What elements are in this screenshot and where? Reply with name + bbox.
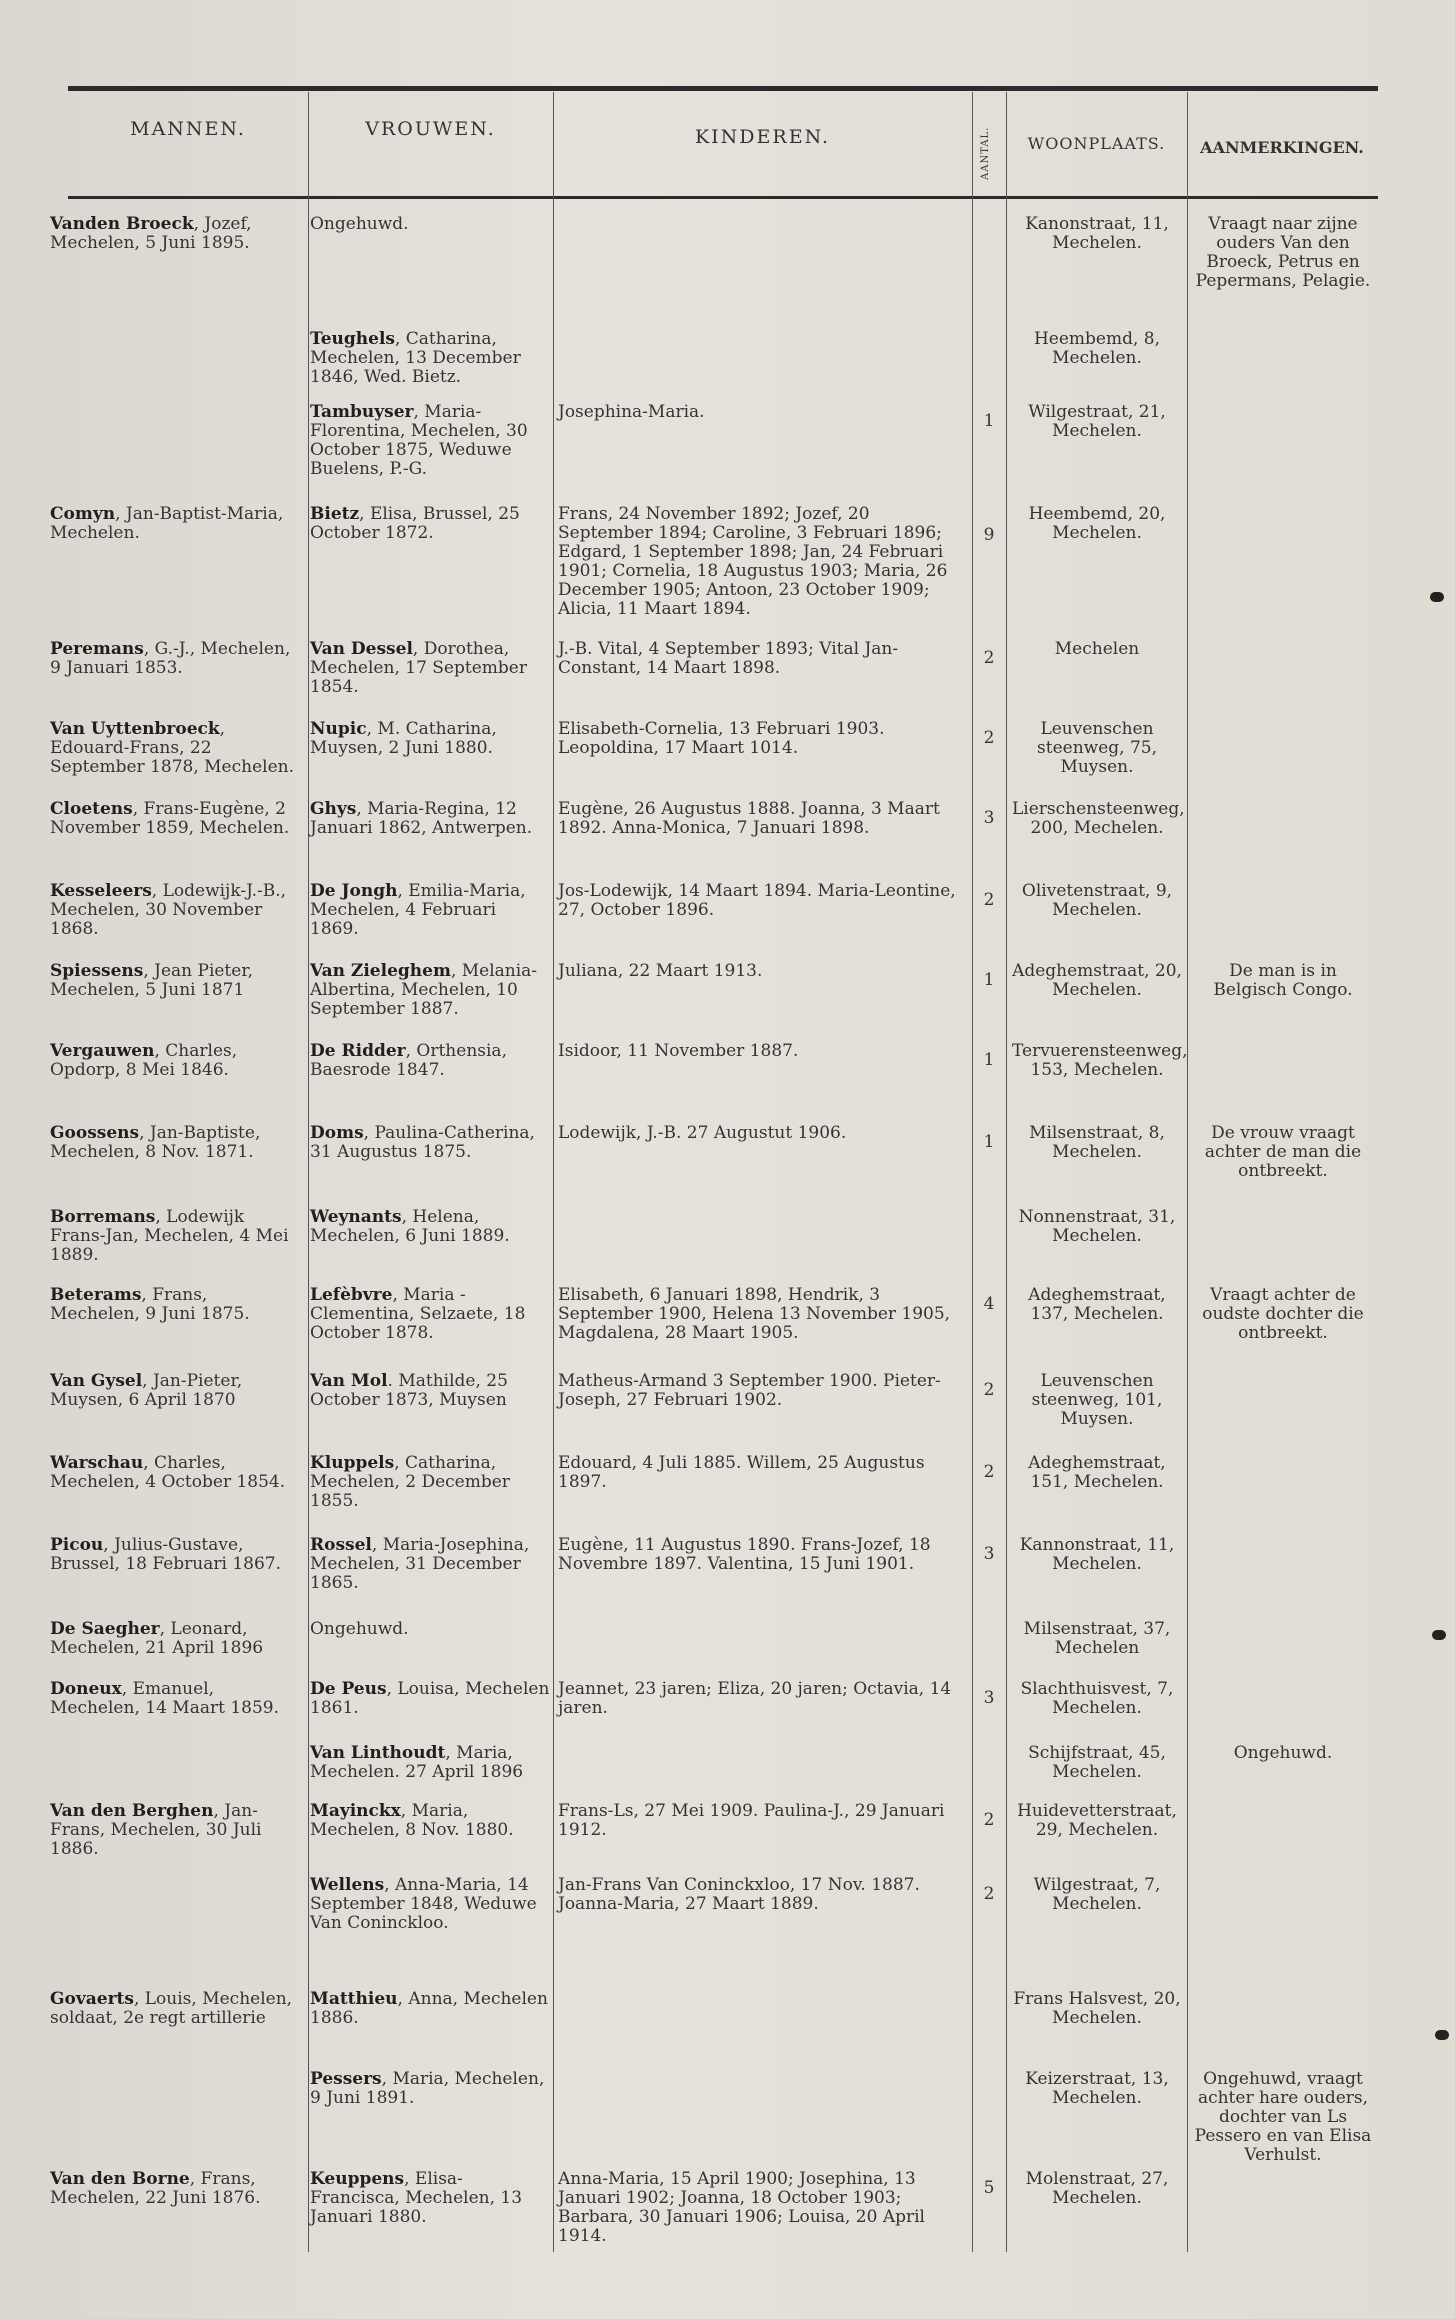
man-surname: Warschau [50,1453,144,1473]
entry-count: 3 [983,1688,995,1708]
entry-man: Spiessens, Jean Pieter, Mechelen, 5 Juni 1871 [50,961,253,1000]
entry-man: Van Gysel, Jan-Pieter, Muysen, 6 April 1870 [50,1371,243,1410]
entry-remark: Ongehuwd, vraagt achter hare ouders, dochter van Ls Pessero en van Elisa Verhulst. [1194,2069,1372,2165]
man-surname: Comyn [50,504,116,524]
entry-man: Van Uyttenbroeck, Edouard-Frans, 22 September 1878, Mechelen. [50,719,294,777]
entry-count: 3 [983,808,995,828]
entry-children: Elisabeth-Cornelia, 13 Februari 1903. Leopoldina, 17 Maart 1014. [558,719,885,758]
woman-surname: Weynants [310,1207,402,1227]
entry-count: 2 [983,728,995,748]
man-surname: Doneux [50,1679,122,1699]
woman-surname: Teughels [310,329,395,349]
man-surname: Govaerts [50,1989,134,2009]
entry-man: Borremans, Lodewijk Frans-Jan, Mechelen, 4 Mei 1889. [50,1207,289,1265]
woman-surname: De Peus [310,1679,387,1699]
column-divider [308,92,309,2252]
entry-woman: Teughels, Catharina, Mechelen, 13 December 1846, Wed. Bietz. [310,329,521,387]
entry-count: 9 [983,525,995,545]
entry-children: Frans-Ls, 27 Mei 1909. Paulina-J., 29 Januari 1912. [558,1801,945,1840]
entry-woman: Doms, Paulina-Catherina, 31 Augustus 1875. [310,1123,535,1162]
man-surname: Van den Berghen [50,1801,214,1821]
header-mannen: MANNEN. [130,118,246,140]
entry-woman: De Jongh, Emilia-Maria, Mechelen, 4 Februari 1869. [310,881,526,939]
entry-residence: Leuvenschen steenweg, 101, Muysen. [1031,1371,1163,1429]
entry-children: Elisabeth, 6 Januari 1898, Hendrik, 3 September 1900, Helena 13 November 1905, Magdalena, 28 Maart 1905. [558,1285,951,1343]
entry-woman: Lefèbvre, Maria - Clementina, Selzaete, 18 October 1878. [310,1285,526,1343]
entry-residence: Adeghemstraat, 137, Mechelen. [1028,1285,1166,1324]
punch-hole [1435,2030,1449,2040]
entry-count: 4 [983,1294,995,1314]
man-surname: Kesseleers [50,881,152,901]
woman-surname: Kluppels [310,1453,395,1473]
entry-woman: Keuppens, Elisa-Francisca, Mechelen, 13 Januari 1880. [310,2169,523,2227]
man-surname: Vergauwen [50,1041,155,1061]
entry-woman: Ghys, Maria-Regina, 12 Januari 1862, Antwerpen. [310,799,533,838]
entry-woman: Kluppels, Catharina, Mechelen, 2 December 1855. [310,1453,510,1511]
entry-woman: Weynants, Helena, Mechelen, 6 Juni 1889. [310,1207,510,1246]
entry-man: Govaerts, Louis, Mechelen, soldaat, 2e regt artillerie [50,1989,293,2028]
entry-man: Doneux, Emanuel, Mechelen, 14 Maart 1859. [50,1679,279,1718]
entry-count: 2 [983,1810,995,1830]
header-kinderen: KINDEREN. [694,126,831,148]
entry-count: 5 [983,2178,995,2198]
entry-count: 2 [983,890,995,910]
entry-man: De Saegher, Leonard, Mechelen, 21 April 1896 [50,1619,264,1658]
entry-man: Peremans, G.-J., Mechelen, 9 Januari 1853. [50,639,291,678]
column-divider [553,92,554,2252]
entry-remark: Vraagt achter de oudste dochter die ontbreekt. [1202,1285,1364,1343]
entry-count: 1 [983,1132,995,1152]
entry-woman: De Peus, Louisa, Mechelen 1861. [310,1679,550,1718]
entry-count: 1 [983,1050,995,1070]
entry-children: J.-B. Vital, 4 September 1893; Vital Jan-Constant, 14 Maart 1898. [558,639,899,678]
entry-man: Picou, Julius-Gustave, Brussel, 18 Februari 1867. [50,1535,282,1574]
man-surname: Goossens [50,1123,140,1143]
entry-residence: Keizerstraat, 13, Mechelen. [1025,2069,1169,2108]
entry-children: Jos-Lodewijk, 14 Maart 1894. Maria-Leontine, 27, October 1896. [558,881,956,920]
entry-count: 2 [983,1380,995,1400]
entry-count: 2 [983,1884,995,1904]
entry-count: 1 [983,970,995,990]
column-divider [1187,92,1188,2252]
entry-residence: Nonnenstraat, 31, Mechelen. [1018,1207,1176,1246]
entry-residence: Wilgestraat, 7, Mechelen. [1033,1875,1161,1914]
entry-woman: Nupic, M. Catharina, Muysen, 2 Juni 1880. [310,719,497,758]
entry-woman: Wellens, Anna-Maria, 14 September 1848, Weduwe Van Coninckloo. [310,1875,537,1933]
entry-residence: Slachthuisvest, 7, Mechelen. [1020,1679,1174,1718]
header-aantal: AANTAL. [980,126,991,180]
entry-woman: Van Mol. Mathilde, 25 October 1873, Muysen [310,1371,508,1410]
entry-residence: Huidevetterstraat, 29, Mechelen. [1017,1801,1177,1840]
header-vrouwen: VROUWEN. [365,118,496,140]
entry-man: Warschau, Charles, Mechelen, 4 October 1854. [50,1453,286,1492]
entry-residence: Heembemd, 8, Mechelen. [1033,329,1161,368]
entry-children: Lodewijk, J.-B. 27 Augustut 1906. [558,1123,847,1143]
entry-children: Jan-Frans Van Coninckxloo, 17 Nov. 1887. Joanna-Maria, 27 Maart 1889. [558,1875,920,1914]
entry-man: Van den Berghen, Jan-Frans, Mechelen, 30 Juli 1886. [50,1801,262,1859]
woman-surname: Pessers [310,2069,382,2089]
entry-residence: Olivetenstraat, 9, Mechelen. [1021,881,1173,920]
entry-children: Josephina-Maria. [558,402,705,422]
entry-children: Isidoor, 11 November 1887. [558,1041,799,1061]
man-surname: Van den Borne [50,2169,190,2189]
man-surname: Vanden Broeck [50,214,194,234]
woman-surname: Van Mol [310,1371,388,1391]
woman-surname: De Ridder [310,1041,406,1061]
entry-remark: Ongehuwd. [1233,1743,1333,1763]
entry-children: Eugène, 26 Augustus 1888. Joanna, 3 Maart 1892. Anna-Monica, 7 Januari 1898. [558,799,940,838]
entry-man: Comyn, Jan-Baptist-Maria, Mechelen. [50,504,284,543]
entry-remark: Vraagt naar zijne ouders Van den Broeck, Petrus en Pepermans, Pelagie. [1195,214,1371,291]
entry-children: Edouard, 4 Juli 1885. Willem, 25 Augustus 1897. [558,1453,925,1492]
entry-residence: Kanonstraat, 11, Mechelen. [1025,214,1169,253]
woman-surname: Lefèbvre [310,1285,393,1305]
woman-surname: Nupic [310,719,367,739]
entry-residence: Heembemd, 20, Mechelen. [1028,504,1166,543]
woman-surname: Matthieu [310,1989,398,2009]
entry-woman: Tambuyser, Maria-Florentina, Mechelen, 30 October 1875, Weduwe Buelens, P.-G. [310,402,528,479]
entry-woman: Van Linthoudt, Maria, Mechelen. 27 April 1896 [310,1743,524,1782]
entry-woman: De Ridder, Orthensia, Baesrode 1847. [310,1041,507,1080]
entry-residence: Lierschensteenweg, 200, Mechelen. [1012,799,1185,838]
header-aanmerkingen: AANMERKINGEN. [1200,138,1364,157]
man-surname: Van Uyttenbroeck [50,719,220,739]
entry-woman: Van Zieleghem, Melania-Albertina, Mechelen, 10 September 1887. [310,961,538,1019]
entry-man: Vanden Broeck, Jozef, Mechelen, 5 Juni 1895. [50,214,252,253]
entry-children: Juliana, 22 Maart 1913. [558,961,763,981]
man-surname: Van Gysel [50,1371,143,1391]
entry-residence: Wilgestraat, 21, Mechelen. [1028,402,1166,441]
punch-hole [1432,1630,1446,1640]
woman-surname: Rossel [310,1535,372,1555]
entry-man: Beterams, Frans, Mechelen, 9 Juni 1875. [50,1285,250,1324]
entry-remark: De vrouw vraagt achter de man die ontbreekt. [1204,1123,1362,1181]
entry-count: 2 [983,648,995,668]
entry-residence: Leuvenschen steenweg, 75, Muysen. [1037,719,1157,777]
woman-surname: De Jongh [310,881,398,901]
entry-man: Kesseleers, Lodewijk-J.-B., Mechelen, 30 November 1868. [50,881,287,939]
entry-woman: Mayinckx, Maria, Mechelen, 8 Nov. 1880. [310,1801,514,1840]
woman-surname: Mayinckx [310,1801,401,1821]
man-surname: Spiessens [50,961,144,981]
entry-children: Matheus-Armand 3 September 1900. Pieter-Joseph, 27 Februari 1902. [558,1371,941,1410]
entry-residence: Tervuerensteenweg, 153, Mechelen. [1012,1041,1188,1080]
entry-residence: Adeghemstraat, 151, Mechelen. [1028,1453,1166,1492]
entry-children: Anna-Maria, 15 April 1900; Josephina, 13 Januari 1902; Joanna, 18 October 1903; Barbara, 30 Januari 1906; Louisa, 20 April 1914. [558,2169,925,2246]
entry-residence: Milsenstraat, 8, Mechelen. [1029,1123,1165,1162]
entry-count: 1 [983,411,995,431]
entry-residence: Schijfstraat, 45, Mechelen. [1028,1743,1166,1782]
entry-man: Van den Borne, Frans, Mechelen, 22 Juni 1876. [50,2169,261,2208]
man-surname: Beterams [50,1285,142,1305]
entry-woman: Van Dessel, Dorothea, Mechelen, 17 September 1854. [310,639,527,697]
header-woonplaats: WOONPLAATS. [1027,134,1166,153]
woman-surname: Tambuyser [310,402,414,422]
man-surname: Picou [50,1535,104,1555]
entry-children: Jeannet, 23 jaren; Eliza, 20 jaren; Octavia, 14 jaren. [558,1679,952,1718]
woman-surname: Doms [310,1123,364,1143]
top-rule [68,86,1378,91]
entry-woman: Ongehuwd. [310,214,409,234]
entry-count: 2 [983,1462,995,1482]
entry-woman: Bietz, Elisa, Brussel, 25 October 1872. [310,504,520,543]
entry-residence: Frans Halsvest, 20, Mechelen. [1013,1989,1181,2028]
woman-surname: Van Dessel [310,639,413,659]
column-divider [1006,92,1007,2252]
entry-count: 3 [983,1544,995,1564]
woman-surname: Ghys [310,799,357,819]
entry-man: Vergauwen, Charles, Opdorp, 8 Mei 1846. [50,1041,238,1080]
entry-man: Goossens, Jan-Baptiste, Mechelen, 8 Nov. 1871. [50,1123,261,1162]
man-surname: Peremans [50,639,144,659]
woman-surname: Van Linthoudt [310,1743,446,1763]
entry-residence: Adeghemstraat, 20, Mechelen. [1012,961,1182,1000]
entry-woman: Rossel, Maria-Josephina, Mechelen, 31 December 1865. [310,1535,530,1593]
header-rule [68,196,1378,199]
entry-residence: Milsenstraat, 37, Mechelen [1023,1619,1171,1658]
entry-woman: Matthieu, Anna, Mechelen 1886. [310,1989,548,2028]
man-surname: Borremans [50,1207,156,1227]
woman-surname: Bietz [310,504,360,524]
entry-residence: Mechelen [1054,639,1140,659]
woman-surname: Van Zieleghem [310,961,451,981]
entry-residence: Kannonstraat, 11, Mechelen. [1019,1535,1175,1574]
entry-woman: Pessers, Maria, Mechelen, 9 Juni 1891. [310,2069,545,2108]
entry-woman: Ongehuwd. [310,1619,409,1639]
entry-remark: De man is in Belgisch Congo. [1213,961,1353,1000]
man-surname: De Saegher [50,1619,160,1639]
entry-children: Eugène, 11 Augustus 1890. Frans-Jozef, 18 Novembre 1897. Valentina, 15 Juni 1901. [558,1535,931,1574]
entry-children: Frans, 24 November 1892; Jozef, 20 September 1894; Caroline, 3 Februari 1896; Edgard, 1 September 1898; Jan, 24 Februari 1901; Cornelia, 18 Augustus 1903; Maria, 26 December 1905; Antoon, 23 October 1909; Alicia, 11 Maart 1894. [558,504,948,619]
man-surname: Cloetens [50,799,133,819]
punch-hole [1430,592,1444,602]
entry-residence: Molenstraat, 27, Mechelen. [1025,2169,1169,2208]
woman-surname: Keuppens [310,2169,405,2189]
entry-man: Cloetens, Frans-Eugène, 2 November 1859, Mechelen. [50,799,290,838]
woman-surname: Wellens [310,1875,385,1895]
